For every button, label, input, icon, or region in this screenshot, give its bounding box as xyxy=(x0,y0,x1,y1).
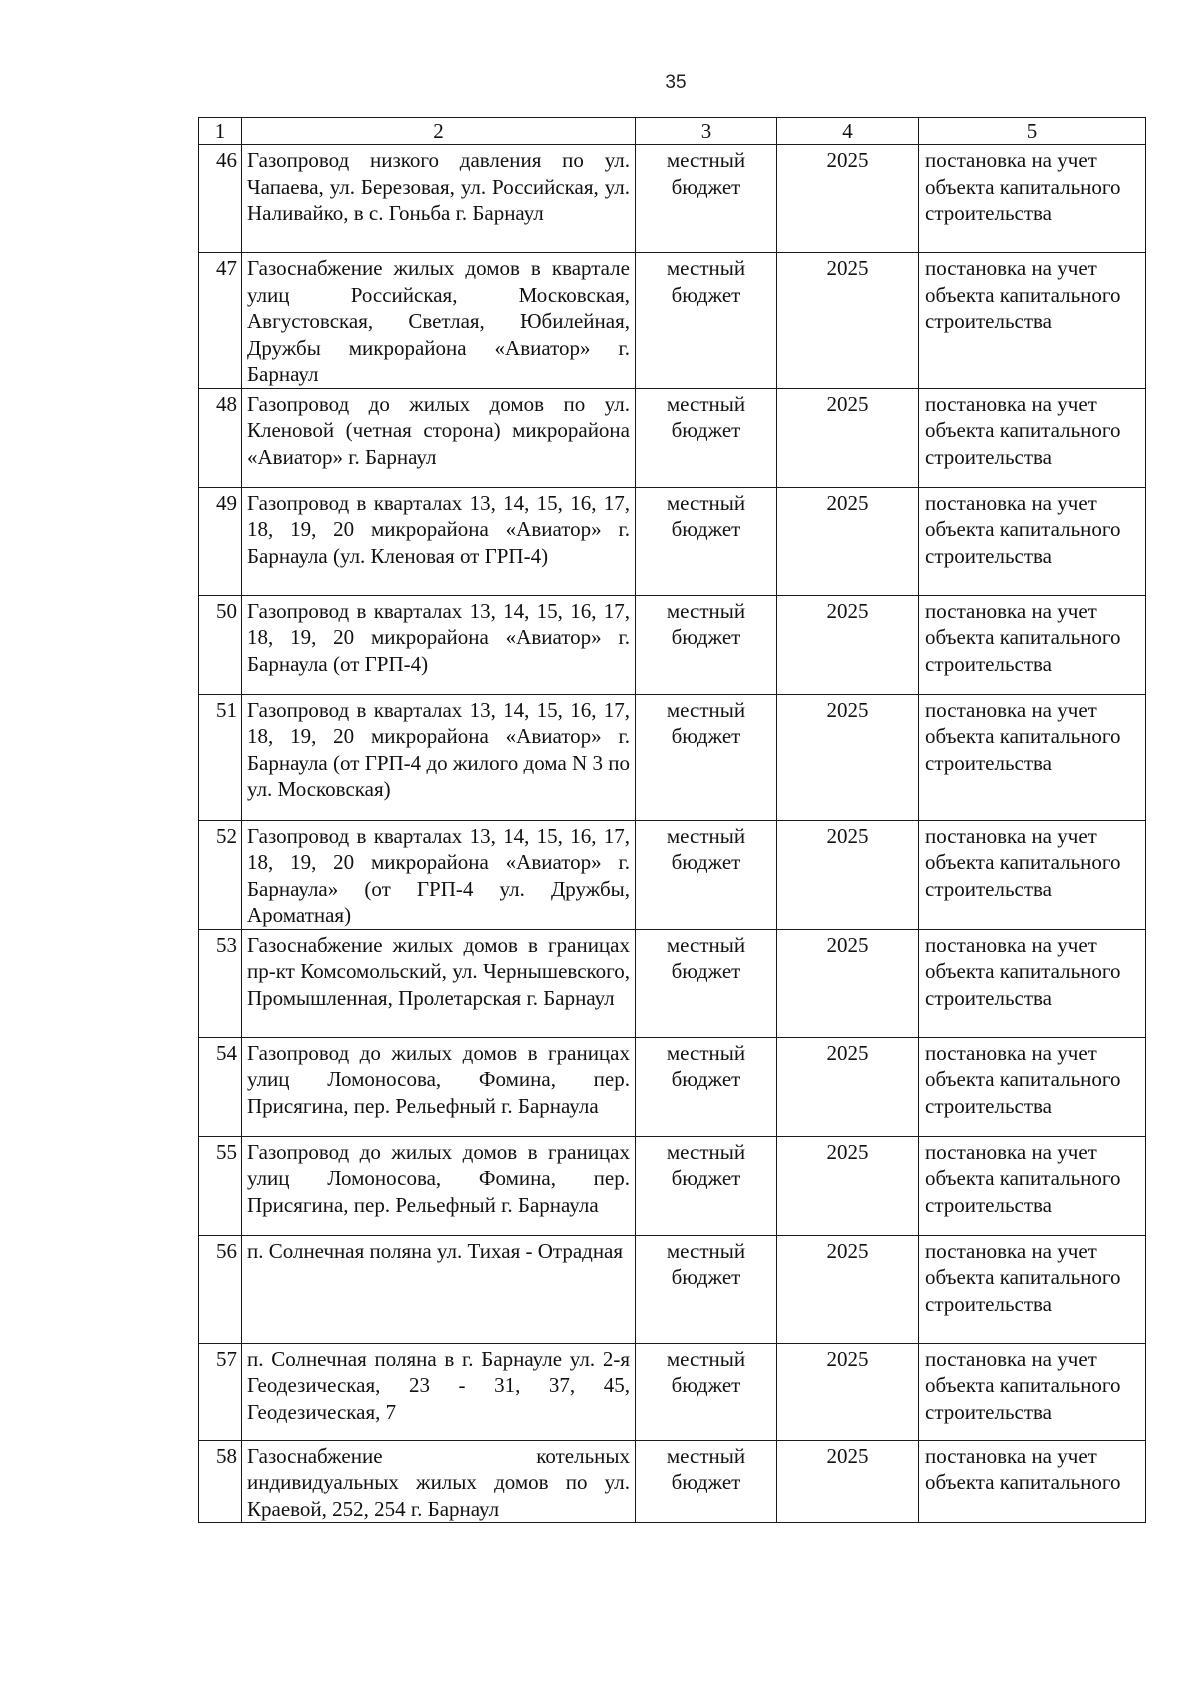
note-cell: постановка на учет объекта капитального строительства xyxy=(919,595,1146,694)
funding-source: местный бюджет xyxy=(636,1136,777,1235)
table-row xyxy=(199,820,1146,929)
funding-source: местный бюджет xyxy=(636,1343,777,1440)
object-name: Газоснабжение жилых домов в границах пр-кт Комсомольский, ул. Чернышевского, Промышленная, Пролетарская г. Барнаул xyxy=(242,929,636,1037)
funding-source: местный бюджет xyxy=(636,1440,777,1523)
note-cell: постановка на учет объекта капитального строительства xyxy=(919,820,1146,929)
table-row xyxy=(199,1037,1146,1136)
object-name: Газопровод в кварталах 13, 14, 15, 16, 17, 18, 19, 20 микрорайона «Авиатор» г. Барнаула» (от ГРП-4 ул. Дружбы, Ароматная) xyxy=(242,820,636,929)
column-header: 1 xyxy=(199,118,242,145)
row-number: 51 xyxy=(199,694,242,820)
column-header: 2 xyxy=(242,118,636,145)
funding-source: местный бюджет xyxy=(636,1037,777,1136)
note-cell: постановка на учет объекта капитального строительства xyxy=(919,145,1146,253)
note-cell: постановка на учет объекта капитального строительства xyxy=(919,487,1146,595)
table-row xyxy=(199,1235,1146,1343)
row-number: 50 xyxy=(199,595,242,694)
year-cell: 2025 xyxy=(777,820,919,929)
year-cell: 2025 xyxy=(777,1440,919,1523)
note-cell: постановка на учет объекта капитального строительства xyxy=(919,1235,1146,1343)
note-cell: постановка на учет объекта капитального строительства xyxy=(919,694,1146,820)
row-number: 48 xyxy=(199,388,242,487)
note-cell: постановка на учет объекта капитального xyxy=(919,1440,1146,1523)
object-name: Газопровод в кварталах 13, 14, 15, 16, 17, 18, 19, 20 микрорайона «Авиатор» г. Барнаула (от ГРП-4) xyxy=(242,595,636,694)
year-cell: 2025 xyxy=(777,145,919,253)
year-cell: 2025 xyxy=(777,253,919,389)
year-cell: 2025 xyxy=(777,1343,919,1440)
row-number: 54 xyxy=(199,1037,242,1136)
row-number: 57 xyxy=(199,1343,242,1440)
column-header: 4 xyxy=(777,118,919,145)
year-cell: 2025 xyxy=(777,487,919,595)
table-row xyxy=(199,1440,1146,1523)
object-name: Газопровод в кварталах 13, 14, 15, 16, 17, 18, 19, 20 микрорайона «Авиатор» г. Барнаула (от ГРП-4 до жилого дома N 3 по ул. Московская) xyxy=(242,694,636,820)
row-number: 55 xyxy=(199,1136,242,1235)
table-row xyxy=(199,253,1146,389)
table-row xyxy=(199,145,1146,253)
object-name: п. Солнечная поляна ул. Тихая - Отрадная xyxy=(242,1235,636,1343)
funding-source: местный бюджет xyxy=(636,145,777,253)
table-row xyxy=(199,694,1146,820)
table-row xyxy=(199,929,1146,1037)
row-number: 52 xyxy=(199,820,242,929)
year-cell: 2025 xyxy=(777,1037,919,1136)
table-row xyxy=(199,1343,1146,1440)
funding-source: местный бюджет xyxy=(636,694,777,820)
funding-source: местный бюджет xyxy=(636,253,777,389)
year-cell: 2025 xyxy=(777,1235,919,1343)
object-name: п. Солнечная поляна в г. Барнауле ул. 2-я Геодезическая, 23 - 31, 37, 45, Геодезическая, 7 xyxy=(242,1343,636,1440)
table-header-row xyxy=(199,118,1146,145)
row-number: 58 xyxy=(199,1440,242,1523)
year-cell: 2025 xyxy=(777,388,919,487)
object-name: Газоснабжение котельных индивидуальных жилых домов по ул. Краевой, 252, 254 г. Барнаул xyxy=(242,1440,636,1523)
object-name: Газопровод в кварталах 13, 14, 15, 16, 17, 18, 19, 20 микрорайона «Авиатор» г. Барнаула (ул. Кленовая от ГРП-4) xyxy=(242,487,636,595)
table-row xyxy=(199,595,1146,694)
row-number: 56 xyxy=(199,1235,242,1343)
funding-source: местный бюджет xyxy=(636,1235,777,1343)
object-name: Газопровод до жилых домов в границах улиц Ломоносова, Фомина, пер. Присягина, пер. Рельефный г. Барнаула xyxy=(242,1136,636,1235)
note-cell: постановка на учет объекта капитального строительства xyxy=(919,1343,1146,1440)
funding-source: местный бюджет xyxy=(636,929,777,1037)
program-table xyxy=(198,117,1146,1523)
note-cell: постановка на учет объекта капитального строительства xyxy=(919,1037,1146,1136)
row-number: 53 xyxy=(199,929,242,1037)
funding-source: местный бюджет xyxy=(636,388,777,487)
object-name: Газопровод до жилых домов в границах улиц Ломоносова, Фомина, пер. Присягина, пер. Рельефный г. Барнаула xyxy=(242,1037,636,1136)
column-header: 5 xyxy=(919,118,1146,145)
funding-source: местный бюджет xyxy=(636,487,777,595)
year-cell: 2025 xyxy=(777,1136,919,1235)
note-cell: постановка на учет объекта капитального строительства xyxy=(919,253,1146,389)
funding-source: местный бюджет xyxy=(636,595,777,694)
object-name: Газопровод до жилых домов по ул. Кленовой (четная сторона) микрорайона «Авиатор» г. Барнаул xyxy=(242,388,636,487)
row-number: 47 xyxy=(199,253,242,389)
note-cell: постановка на учет объекта капитального строительства xyxy=(919,388,1146,487)
table-row xyxy=(199,1136,1146,1235)
year-cell: 2025 xyxy=(777,595,919,694)
page-number: 35 xyxy=(665,72,687,93)
table-body xyxy=(199,118,1146,1523)
object-name: Газоснабжение жилых домов в квартале улиц Российская, Московская, Августовская, Светлая, Юбилейная, Дружбы микрорайона «Авиатор» г. Барнаул xyxy=(242,253,636,389)
table-row xyxy=(199,487,1146,595)
row-number: 49 xyxy=(199,487,242,595)
note-cell: постановка на учет объекта капитального строительства xyxy=(919,929,1146,1037)
note-cell: постановка на учет объекта капитального строительства xyxy=(919,1136,1146,1235)
column-header: 3 xyxy=(636,118,777,145)
table-row xyxy=(199,388,1146,487)
funding-source: местный бюджет xyxy=(636,820,777,929)
year-cell: 2025 xyxy=(777,929,919,1037)
row-number: 46 xyxy=(199,145,242,253)
year-cell: 2025 xyxy=(777,694,919,820)
object-name: Газопровод низкого давления по ул. Чапаева, ул. Березовая, ул. Российская, ул. Наливайко, в с. Гоньба г. Барнаул xyxy=(242,145,636,253)
